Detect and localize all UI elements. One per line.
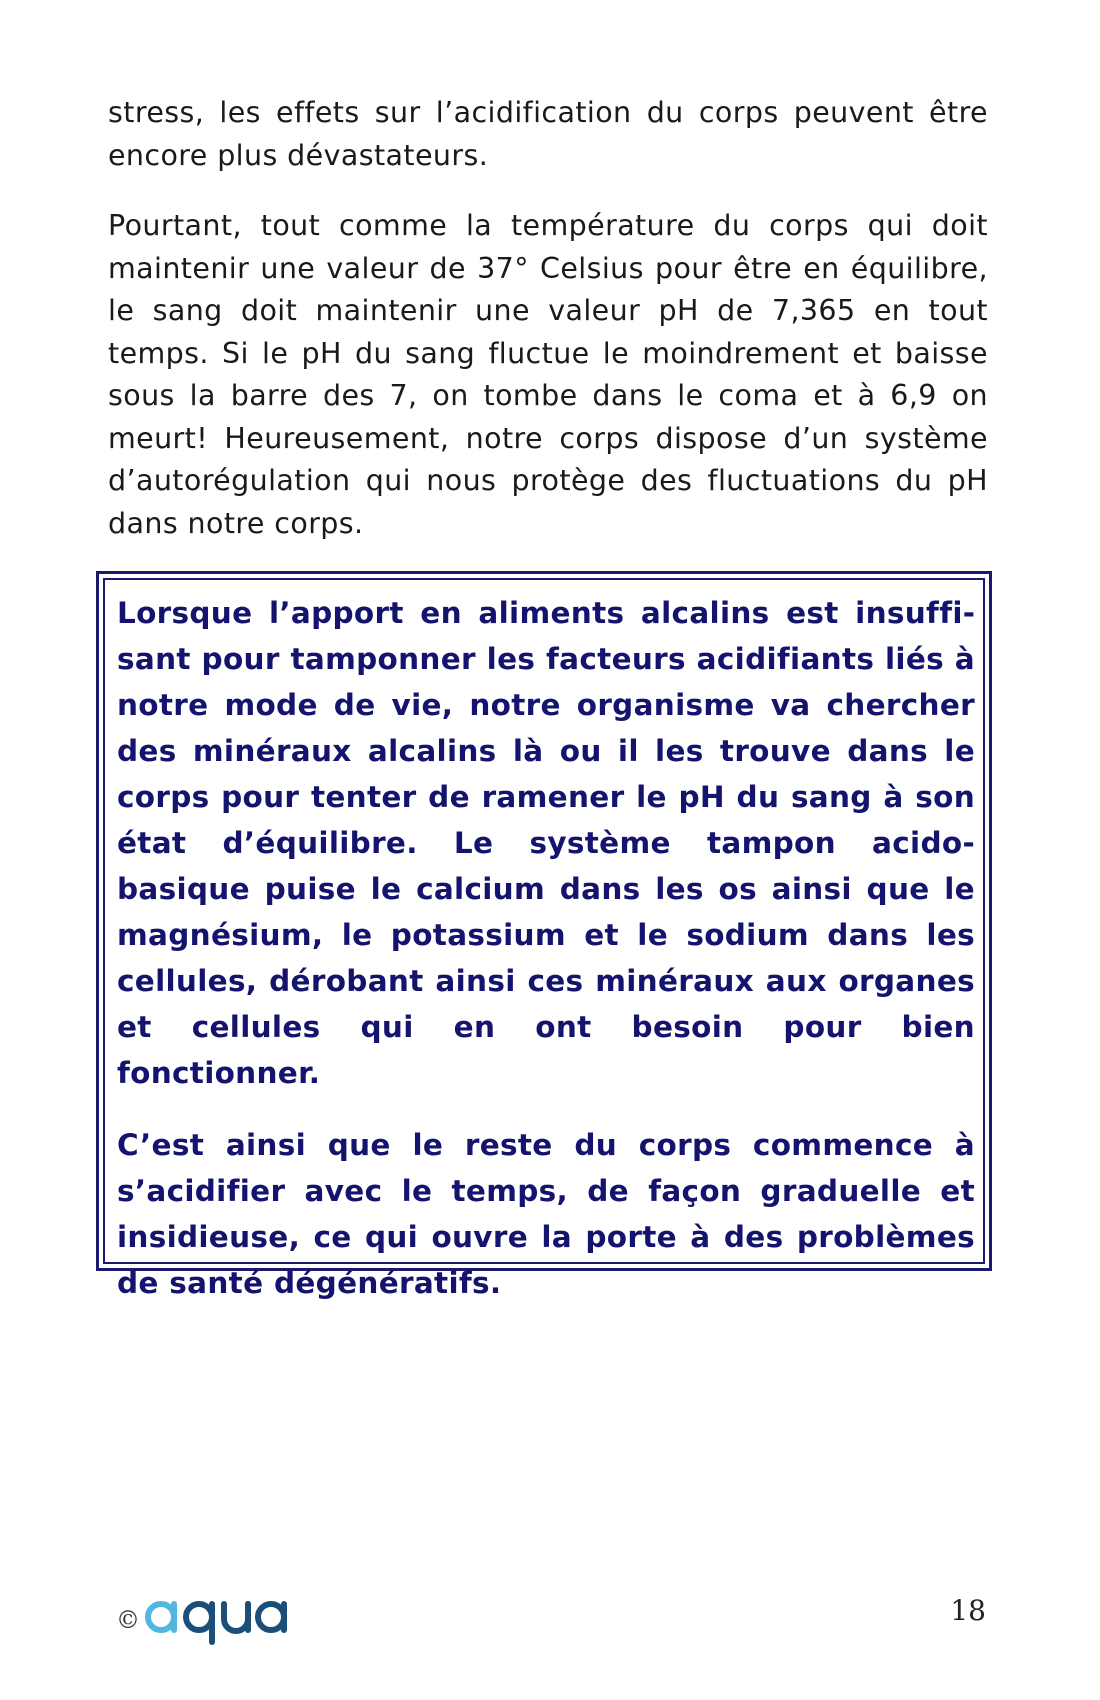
callout-inner-frame: [103, 578, 985, 1300]
body-paragraph-2: Pourtant, tout comme la température du corps qui doit maintenir une valeur de 37° Celsius pour être en équilibre, le sang doit maintenir une valeur pH de 7,365 en tout temps. Si le pH du sang fluctue le moindrement et baisse sous la barre des 7, on tombe dans le coma et à 6,9 on meurt! Heureusement, notre corps dispose d’un système d’autorégulation qui nous protège des fluctuations du pH dans notre corps.: [108, 209, 988, 540]
page-number: 18: [950, 1594, 986, 1627]
callout-box: [96, 571, 992, 1300]
callout-paragraph-1: Lorsque l’apport en aliments alcalins est insuffisant pour tamponner les facteurs acidifiants liés à notre mode de vie, notre organisme va chercher des minéraux alcalins là ou il les trouve dans le corps pour tenter de ramener le pH du sang à son état d’équilibre. Le système tampon acido-basique puise le calcium dans les os ainsi que le magnésium, le potassium et le sodium dans les cellules, dérobant ainsi ces minéraux aux organes et cellules qui en ont besoin pour bien fonctionner.: [117, 596, 975, 1090]
body-paragraph-1: stress, les effets sur l’acidification du corps peuvent être encore plus dévastateurs.: [108, 96, 988, 172]
callout-paragraph-2: C’est ainsi que le reste du corps commence à s’acidifier avec le temps, de façon graduelle et insidieuse, ce qui ouvre la porte à des problèmes de santé dégénératifs.: [117, 1128, 975, 1300]
copyright-symbol: ©: [116, 1606, 140, 1634]
aqua-logo-graphic: [144, 1592, 294, 1648]
aqua-logo: [144, 1592, 294, 1652]
body-text: [108, 92, 988, 573]
